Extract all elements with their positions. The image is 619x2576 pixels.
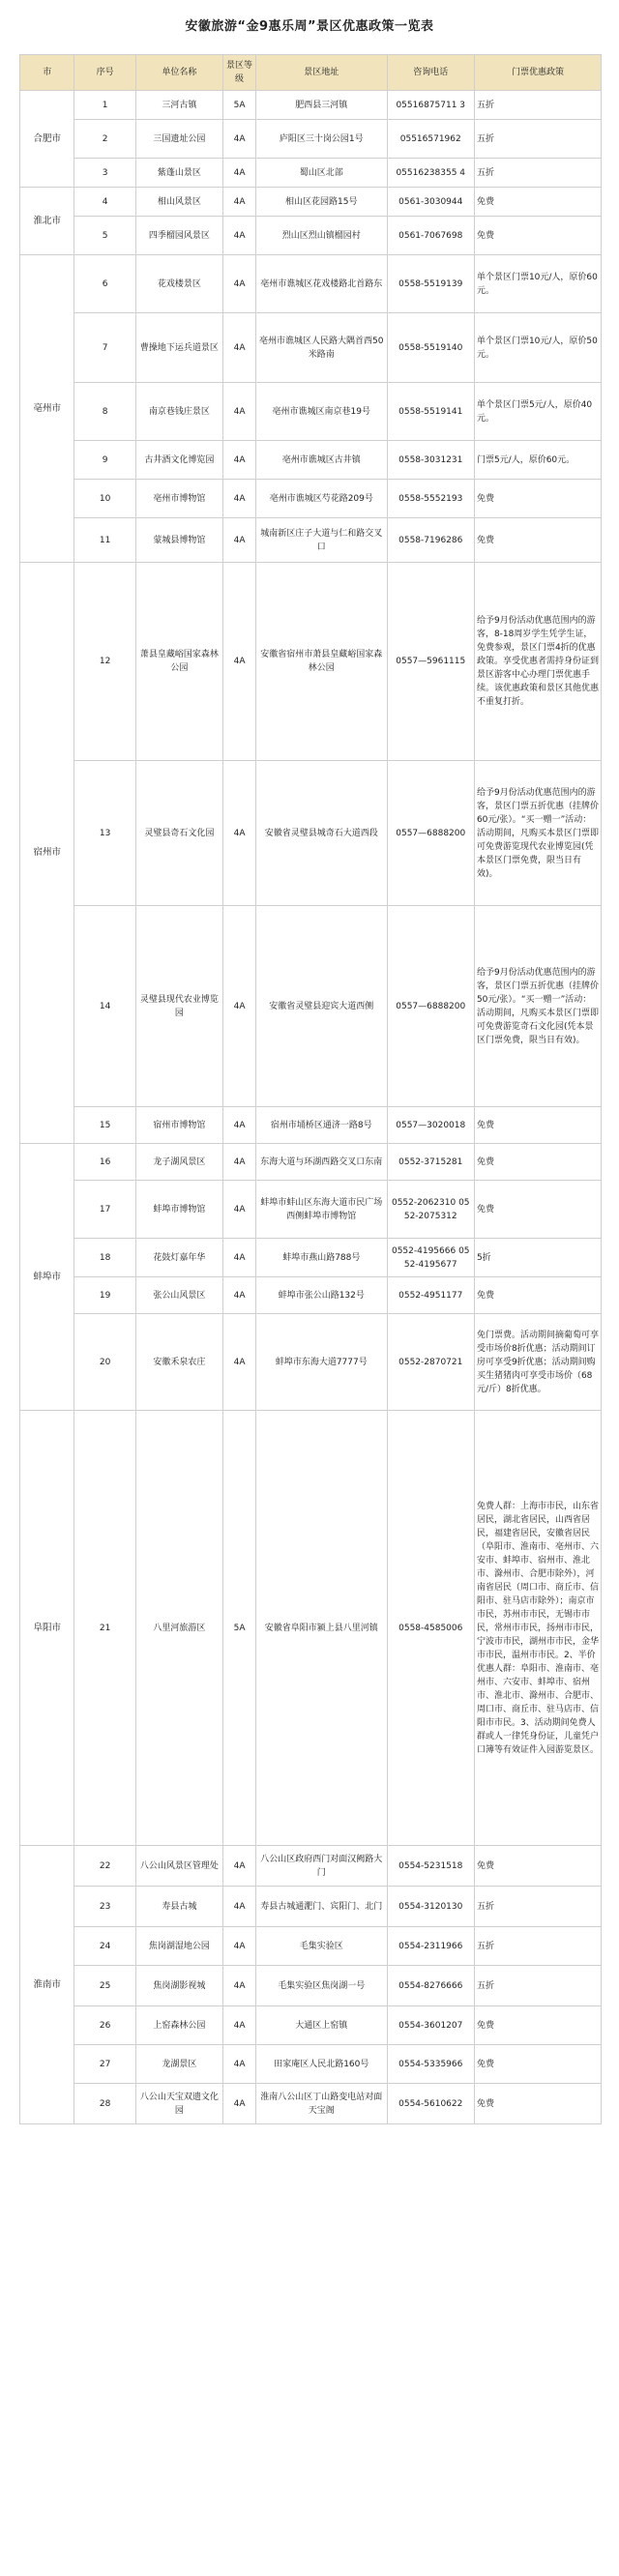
row-number: 27 [74,2045,135,2084]
row-number: 10 [74,480,135,518]
row-number: 4 [74,188,135,217]
row-number: 21 [74,1411,135,1846]
city-cell: 阜阳市 [20,1411,74,1846]
row-number: 13 [74,761,135,906]
ticket-policy: 给予9月份活动优惠范围内的游客，景区门票五折优惠（挂牌价50元/张）。“买一赠一”活动：活动期间，凡购买本景区门票即可免费游览奇石文化园(凭本景区门票免费，限当日有效)。 [474,906,601,1107]
row-number: 20 [74,1314,135,1411]
header-city: 市 [20,55,74,91]
row-number: 19 [74,1277,135,1314]
table-row [20,159,602,188]
unit-name: 龙子湖风景区 [135,1144,222,1181]
ticket-policy: 免费 [474,217,601,255]
table-row [20,2006,602,2045]
city-cell: 亳州市 [20,255,74,563]
row-number: 9 [74,441,135,480]
phone-number: 05516238355 4 [387,159,474,188]
scenic-grade: 4A [223,2006,256,2045]
table-row [20,1966,602,2006]
table-row [20,518,602,563]
table-row [20,2084,602,2124]
table-row [20,1277,602,1314]
unit-name: 张公山风景区 [135,1277,222,1314]
scenic-address: 田家庵区人民北路160号 [256,2045,388,2084]
unit-name: 蚌埠市博物馆 [135,1181,222,1239]
table-row [20,120,602,159]
phone-number: 0554-5231518 [387,1846,474,1887]
phone-number: 0558-3031231 [387,441,474,480]
scenic-address: 庐阳区三十岗公园1号 [256,120,388,159]
row-number: 25 [74,1966,135,2006]
table-row [20,2045,602,2084]
scenic-grade: 4A [223,1927,256,1966]
table-row [20,441,602,480]
unit-name: 灵璧县奇石文化园 [135,761,222,906]
scenic-address: 寿县古城通淝门、宾阳门、北门 [256,1887,388,1927]
city-cell: 淮北市 [20,188,74,255]
scenic-address: 蚌埠市蚌山区东海大道市民广场西侧蚌埠市博物馆 [256,1181,388,1239]
ticket-policy: 免费 [474,2006,601,2045]
phone-number: 0554-3601207 [387,2006,474,2045]
phone-number: 0561-3030944 [387,188,474,217]
scenic-address: 毛集实验区焦岗湖一号 [256,1966,388,2006]
ticket-policy: 免费 [474,480,601,518]
unit-name: 三河古镇 [135,91,222,120]
row-number: 11 [74,518,135,563]
phone-number: 0557—5961115 [387,563,474,761]
unit-name: 寿县古城 [135,1887,222,1927]
ticket-policy: 五折 [474,1887,601,1927]
ticket-policy: 五折 [474,159,601,188]
ticket-policy: 免费 [474,1277,601,1314]
table-row [20,91,602,120]
unit-name: 安徽禾泉农庄 [135,1314,222,1411]
ticket-policy: 门票5元/人，原价60元。 [474,441,601,480]
scenic-grade: 4A [223,188,256,217]
ticket-policy: 免费 [474,1144,601,1181]
scenic-grade: 4A [223,1277,256,1314]
table-body [20,91,602,2124]
phone-number: 0552-4951177 [387,1277,474,1314]
row-number: 2 [74,120,135,159]
scenic-address: 淮南八公山区丁山路变电站对面天宝阁 [256,2084,388,2124]
header-grade: 景区等级 [223,55,256,91]
ticket-policy: 免费 [474,188,601,217]
scenic-address: 宿州市埇桥区通济一路8号 [256,1107,388,1144]
table-row [20,1181,602,1239]
phone-number: 05516571962 [387,120,474,159]
scenic-address: 肥西县三河镇 [256,91,388,120]
scenic-grade: 4A [223,1181,256,1239]
scenic-grade: 4A [223,1966,256,2006]
unit-name: 八里河旅游区 [135,1411,222,1846]
phone-number: 0558-5519140 [387,313,474,383]
scenic-address: 毛集实验区 [256,1927,388,1966]
scenic-address: 亳州市谯城区人民路大隅首西50米路南 [256,313,388,383]
scenic-grade: 4A [223,217,256,255]
phone-number: 0558-7196286 [387,518,474,563]
row-number: 17 [74,1181,135,1239]
unit-name: 宿州市博物馆 [135,1107,222,1144]
scenic-address: 安徽省灵璧县城奇石大道西段 [256,761,388,906]
phone-number: 0557—6888200 [387,906,474,1107]
phone-number: 0552-2062310 0552-2075312 [387,1181,474,1239]
phone-number: 0558-5519141 [387,383,474,441]
page-title: 安徽旅游“金9惠乐周”景区优惠政策一览表 [185,19,434,34]
scenic-address: 安徽省宿州市萧县皇藏峪国家森林公园 [256,563,388,761]
phone-number: 0557—3020018 [387,1107,474,1144]
scenic-address: 烈山区烈山镇榴园村 [256,217,388,255]
scenic-grade: 4A [223,563,256,761]
row-number: 7 [74,313,135,383]
phone-number: 0558-5552193 [387,480,474,518]
unit-name: 亳州市博物馆 [135,480,222,518]
table-header-row [20,55,602,91]
scenic-grade: 4A [223,2084,256,2124]
phone-number: 0558-5519139 [387,255,474,313]
table-row [20,1144,602,1181]
table-row [20,480,602,518]
ticket-policy: 单个景区门票10元/人，原价50元。 [474,313,601,383]
scenic-address: 亳州市谯城区芍花路209号 [256,480,388,518]
ticket-policy: 免费 [474,1107,601,1144]
header-policy: 门票优惠政策 [474,55,601,91]
scenic-address: 亳州市谯城区南京巷19号 [256,383,388,441]
table-row [20,1927,602,1966]
row-number: 16 [74,1144,135,1181]
phone-number: 0561-7067698 [387,217,474,255]
unit-name: 蒙城县博物馆 [135,518,222,563]
row-number: 1 [74,91,135,120]
unit-name: 花戏楼景区 [135,255,222,313]
scenic-grade: 4A [223,383,256,441]
row-number: 26 [74,2006,135,2045]
table-row [20,1314,602,1411]
scenic-grade: 4A [223,1887,256,1927]
scenic-address: 亳州市谯城区花戏楼路北首路东 [256,255,388,313]
row-number: 3 [74,159,135,188]
scenic-grade: 4A [223,313,256,383]
table-row [20,1411,602,1846]
unit-name: 八公山风景区管理处 [135,1846,222,1887]
phone-number: 0554-8276666 [387,1966,474,2006]
scenic-grade: 4A [223,480,256,518]
ticket-policy: 单个景区门票5元/人，原价40元。 [474,383,601,441]
scenic-grade: 4A [223,518,256,563]
scenic-address: 蚌埠市燕山路788号 [256,1239,388,1277]
row-number: 14 [74,906,135,1107]
scenic-grade: 5A [223,91,256,120]
table-row [20,313,602,383]
unit-name: 上窑森林公园 [135,2006,222,2045]
row-number: 15 [74,1107,135,1144]
ticket-policy: 五折 [474,120,601,159]
unit-name: 焦岗湖湿地公园 [135,1927,222,1966]
phone-number: 0554-2311966 [387,1927,474,1966]
phone-number: 0552-4195666 0552-4195677 [387,1239,474,1277]
row-number: 12 [74,563,135,761]
scenic-address: 安徽省阜阳市颍上县八里河镇 [256,1411,388,1846]
scenic-grade: 5A [223,1411,256,1846]
city-cell: 宿州市 [20,563,74,1144]
scenic-grade: 4A [223,255,256,313]
phone-number: 0552-3715281 [387,1144,474,1181]
city-cell: 淮南市 [20,1846,74,2124]
scenic-address: 安徽省灵璧县迎宾大道西侧 [256,906,388,1107]
table-row [20,906,602,1107]
unit-name: 龙湖景区 [135,2045,222,2084]
table-row [20,1107,602,1144]
scenic-address: 相山区花园路15号 [256,188,388,217]
ticket-policy: 五折 [474,91,601,120]
ticket-policy: 5折 [474,1239,601,1277]
scenic-address: 大通区上窑镇 [256,2006,388,2045]
scenic-grade: 4A [223,1846,256,1887]
unit-name: 三国遗址公园 [135,120,222,159]
phone-number: 0557—6888200 [387,761,474,906]
scenic-address: 蚌埠市张公山路132号 [256,1277,388,1314]
table-row [20,1887,602,1927]
header-name: 单位名称 [135,55,222,91]
scenic-grade: 4A [223,120,256,159]
ticket-policy: 免费人群：上海市市民，山东省居民，湖北省居民，山西省居民，福建省居民，安徽省居民（阜阳市、淮南市、亳州市、六安市、蚌埠市、宿州市、淮北市、滁州市、合肥市除外），河南省居民（周口市、商丘市、信阳市、驻马店市除外）；南京市市民，苏州市市民，无锡市市民，常州市市民，扬州市市民，宁波市市民，湖州市市民，金华市市民，温州市市民。2、半价优惠人群：阜阳市、淮南市、亳州市、六安市、蚌埠市、宿州市、淮北市、滁州市、合肥市、周口市、商丘市、驻马店市、信阳市市民。3、活动期间免费人群或人一律凭身份证，儿童凭户口簿等有效证件入园游览景区。 [474,1411,601,1846]
unit-name: 相山风景区 [135,188,222,217]
row-number: 24 [74,1927,135,1966]
unit-name: 南京巷钱庄景区 [135,383,222,441]
table-row [20,761,602,906]
row-number: 23 [74,1887,135,1927]
table-row [20,217,602,255]
unit-name: 焦岗湖影视城 [135,1966,222,2006]
unit-name: 曹操地下运兵道景区 [135,313,222,383]
ticket-policy: 免费 [474,2045,601,2084]
scenic-grade: 4A [223,1144,256,1181]
header-phone: 咨询电话 [387,55,474,91]
scenic-grade: 4A [223,1239,256,1277]
row-number: 6 [74,255,135,313]
row-number: 18 [74,1239,135,1277]
scenic-grade: 4A [223,2045,256,2084]
row-number: 8 [74,383,135,441]
scenic-address: 八公山区政府西门对面汉阙路大门 [256,1846,388,1887]
city-cell: 蚌埠市 [20,1144,74,1411]
ticket-policy: 免门票费。活动期间摘葡萄可享受市场价8折优惠；活动期间订房可享受9折优惠；活动期间购买生猪猪肉可享受市场价（68元/斤）8折优惠。 [474,1314,601,1411]
unit-name: 紫蓬山景区 [135,159,222,188]
scenic-address: 东海大道与环湖西路交叉口东南 [256,1144,388,1181]
ticket-policy: 免费 [474,2084,601,2124]
scenic-grade: 4A [223,1107,256,1144]
unit-name: 花鼓灯嘉年华 [135,1239,222,1277]
scenic-address: 蜀山区北部 [256,159,388,188]
table-row [20,255,602,313]
ticket-policy: 免费 [474,518,601,563]
row-number: 28 [74,2084,135,2124]
scenic-grade: 4A [223,159,256,188]
header-address: 景区地址 [256,55,388,91]
scenic-address: 亳州市谯城区古井镇 [256,441,388,480]
scenic-grade: 4A [223,1314,256,1411]
scenic-grade: 4A [223,441,256,480]
phone-number: 0552-2870721 [387,1314,474,1411]
table-row [20,383,602,441]
policy-table [19,54,602,2124]
phone-number: 05516875711 3 [387,91,474,120]
ticket-policy: 单个景区门票10元/人，原价60元。 [474,255,601,313]
phone-number: 0554-3120130 [387,1887,474,1927]
city-cell: 合肥市 [20,91,74,188]
ticket-policy: 五折 [474,1927,601,1966]
table-row [20,1846,602,1887]
scenic-address: 城南新区庄子大道与仁和路交叉口 [256,518,388,563]
unit-name: 古井酒文化博览园 [135,441,222,480]
header-no: 序号 [74,55,135,91]
unit-name: 八公山天宝双遗文化园 [135,2084,222,2124]
ticket-policy: 免费 [474,1846,601,1887]
table-row [20,1239,602,1277]
unit-name: 灵璧县现代农业博览园 [135,906,222,1107]
ticket-policy: 给予9月份活动优惠范围内的游客，景区门票五折优惠（挂牌价60元/张）。“买一赠一”活动：活动期间，凡购买本景区门票即可免费游览现代农业博览园(凭本景区门票免费，限当日有效)。 [474,761,601,906]
table-row [20,188,602,217]
phone-number: 0554-5610622 [387,2084,474,2124]
phone-number: 0558-4585006 [387,1411,474,1846]
row-number: 5 [74,217,135,255]
unit-name: 萧县皇藏峪国家森林公园 [135,563,222,761]
scenic-address: 蚌埠市东海大道7777号 [256,1314,388,1411]
row-number: 22 [74,1846,135,1887]
unit-name: 四季榴园风景区 [135,217,222,255]
ticket-policy: 五折 [474,1966,601,2006]
table-row [20,563,602,761]
ticket-policy: 免费 [474,1181,601,1239]
ticket-policy: 给予9月份活动优惠范围内的游客，8-18周岁学生凭学生证，免费参观，景区门票4折的优惠政策。享受优惠者需持身份证到景区游客中心办理门票优惠手续。该优惠政策和景区其他优惠不重复打折。 [474,563,601,761]
scenic-grade: 4A [223,906,256,1107]
scenic-grade: 4A [223,761,256,906]
phone-number: 0554-5335966 [387,2045,474,2084]
